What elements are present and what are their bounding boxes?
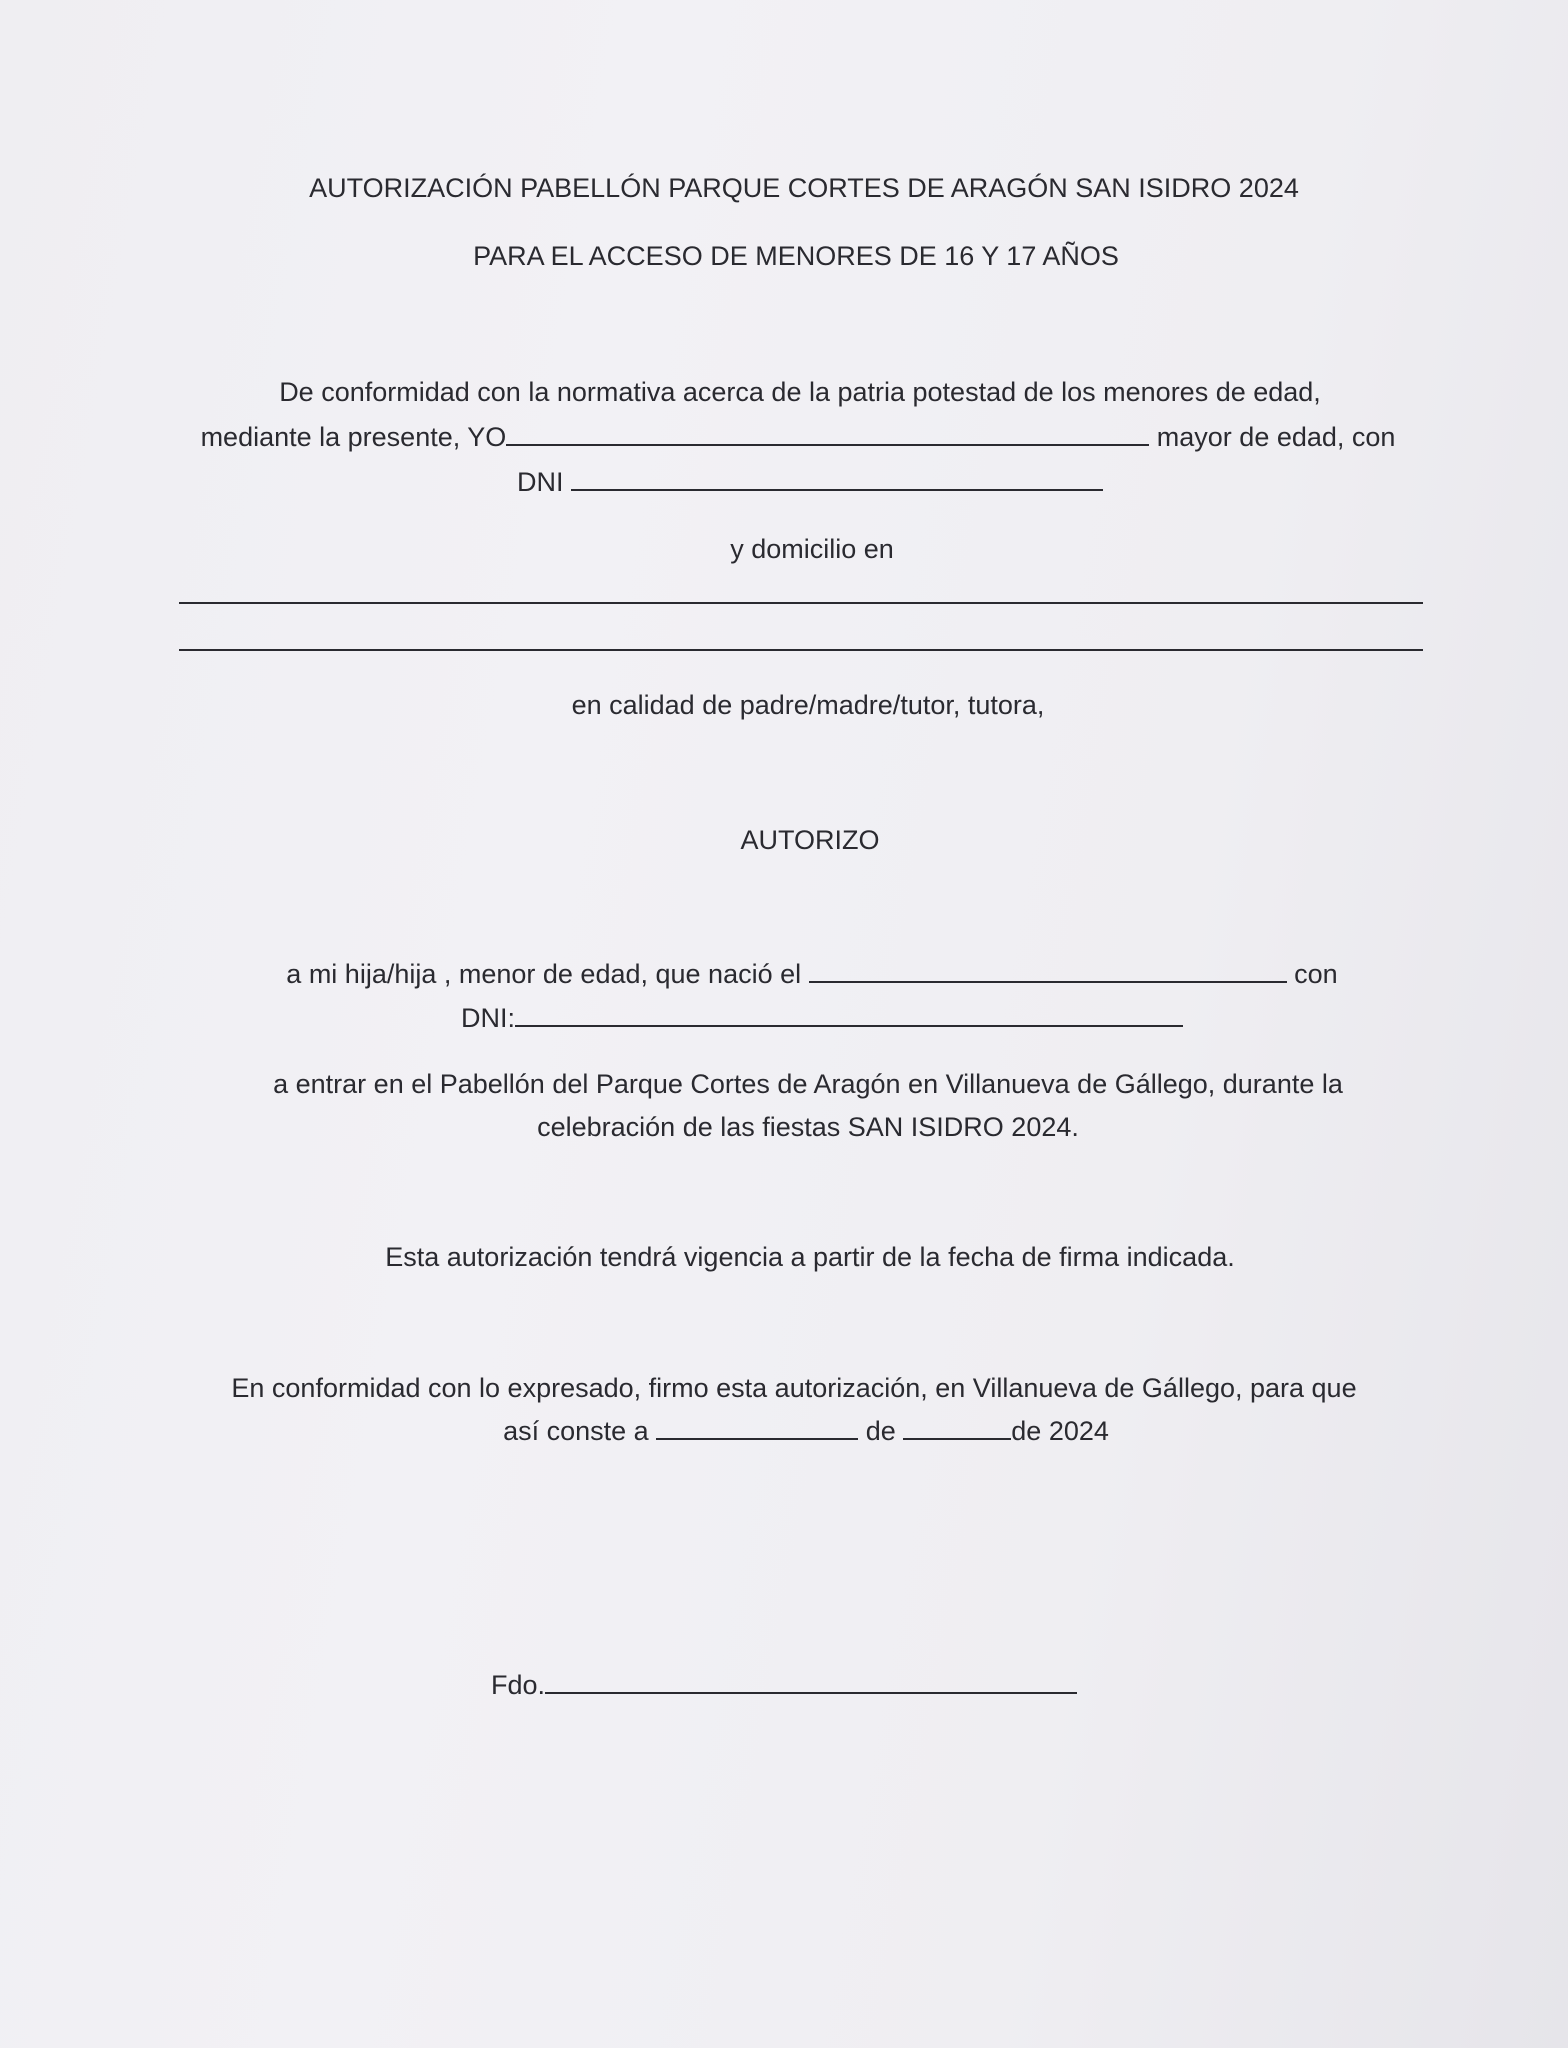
day-field[interactable] <box>656 1414 858 1440</box>
form-subtitle: PARA EL ACCESO DE MENORES DE 16 Y 17 AÑOS <box>473 241 1119 271</box>
parent-name-field[interactable] <box>506 420 1149 446</box>
conste-prefix: así conste a <box>503 1416 649 1446</box>
minor-prefix: a mi hija/hija , menor de edad, que nació el <box>286 959 802 989</box>
minor-suffix: con <box>1294 959 1338 989</box>
address-field-line2[interactable] <box>179 649 1423 651</box>
vigencia-text: Esta autorización tendrá vigencia a partir de la fecha de firma indicada. <box>385 1242 1235 1272</box>
entrar-text-line2: celebración de las fiestas SAN ISIDRO 2024. <box>537 1112 1079 1142</box>
intro-text-line2 <box>14 420 1568 454</box>
entrar-text-line1: a entrar en el Pabellón del Parque Cortes de Aragón en Villanueva de Gállego, durante la <box>273 1069 1343 1099</box>
signature-field[interactable] <box>545 1668 1077 1694</box>
conste-line <box>22 1414 1568 1448</box>
form-title: AUTORIZACIÓN PABELLÓN PARQUE CORTES DE ARAGÓN SAN ISIDRO 2024 <box>309 173 1299 203</box>
intro-prefix: mediante la presente, YO <box>200 422 507 452</box>
signature-label: Fdo. <box>490 1670 546 1700</box>
calidad-text: en calidad de padre/madre/tutor, tutora, <box>571 690 1045 720</box>
domicilio-label: y domicilio en <box>730 534 894 564</box>
parent-dni-line <box>26 465 1568 499</box>
minor-dni-line <box>38 1001 1568 1035</box>
minor-birth-line <box>28 957 1568 991</box>
intro-suffix: mayor de edad, con <box>1156 422 1396 452</box>
parent-dni-field[interactable] <box>571 465 1103 491</box>
autorizo-heading: AUTORIZO <box>740 825 880 855</box>
conste-year: de 2024 <box>1011 1416 1109 1446</box>
address-field-line1[interactable] <box>179 602 1423 604</box>
conste-de: de <box>865 1416 896 1446</box>
parent-dni-label: DNI <box>516 467 564 497</box>
minor-dni-label: DNI: <box>461 1003 515 1033</box>
minor-dni-field[interactable] <box>515 1001 1183 1027</box>
birth-date-field[interactable] <box>809 957 1287 983</box>
month-field[interactable] <box>903 1414 1011 1440</box>
intro-text-line1: De conformidad con la normativa acerca de la patria potestad de los menores de edad, <box>279 377 1321 407</box>
conformidad-text: En conformidad con lo expresado, firmo esta autorización, en Villanueva de Gállego, para que <box>231 1373 1357 1403</box>
signature-line <box>0 1668 1568 1702</box>
